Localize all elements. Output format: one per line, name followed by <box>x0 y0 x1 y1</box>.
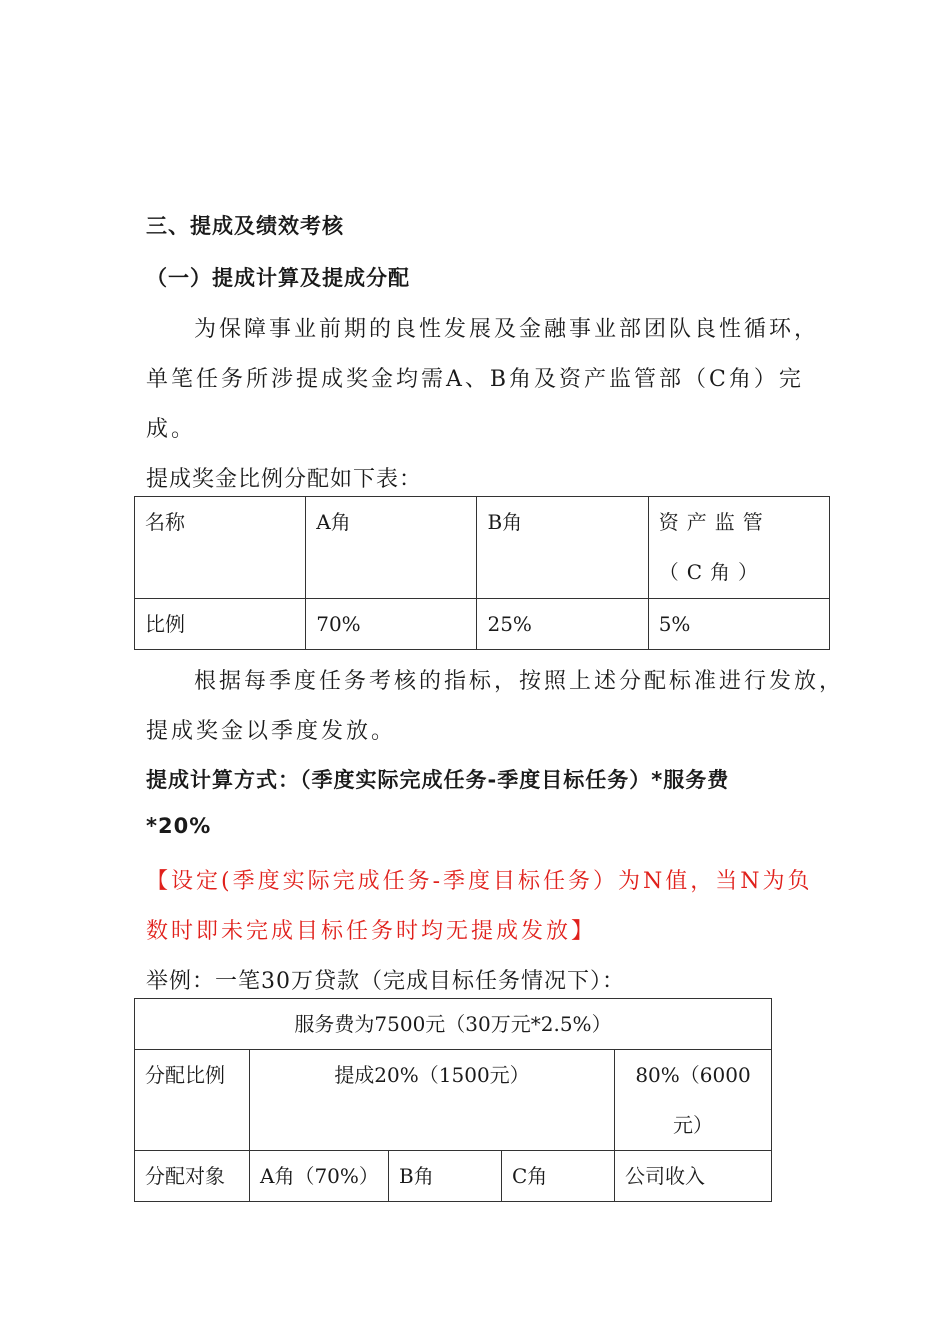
table2-title: 服务费为7500元（30万元*2.5%） <box>135 999 772 1050</box>
formula-line2: *20% <box>146 814 212 838</box>
sub-heading: （一）提成计算及提成分配 <box>146 266 410 290</box>
para2-line1: 根据每季度任务考核的指标，按照上述分配标准进行发放， <box>194 669 845 694</box>
para1-line1: 为保障事业前期的良性发展及金融事业部团队良性循环， <box>194 317 820 342</box>
table2-row2-company: 公司收入 <box>615 1151 772 1202</box>
table1-row-label: 比例 <box>135 599 306 650</box>
table2-row2-c: C角 <box>502 1151 615 1202</box>
table2-row1-company: 80%（6000元） <box>615 1050 772 1151</box>
table1-header-c: 资产监管（C角） <box>648 497 829 599</box>
table1-value-b: 25% <box>477 599 648 650</box>
table1-value-c: 5% <box>648 599 829 650</box>
table2-row1-label: 分配比例 <box>135 1050 250 1151</box>
table1-header-b: B角 <box>477 497 648 599</box>
section-heading: 三、提成及绩效考核 <box>146 214 344 238</box>
para1-line3: 成。 <box>146 417 197 442</box>
ratio-table <box>134 496 830 650</box>
table2-row2-label: 分配对象 <box>135 1151 250 1202</box>
note-line1: 【设定(季度实际完成任务-季度目标任务）为N值，当N为负 <box>146 869 813 894</box>
para2-line2: 提成奖金以季度发放。 <box>146 719 397 744</box>
table1-header-name: 名称 <box>135 497 306 599</box>
formula-line1: 提成计算方式：（季度实际完成任务-季度目标任务）*服务费 <box>146 768 730 792</box>
table2-row2-a: A角（70%） <box>250 1151 389 1202</box>
example-table <box>134 998 772 1202</box>
table1-value-a: 70% <box>306 599 477 650</box>
note-line2: 数时即未完成目标任务时均无提成发放】 <box>146 919 597 944</box>
table2-row1-commission: 提成20%（1500元） <box>250 1050 615 1151</box>
table1-intro: 提成奖金比例分配如下表： <box>146 467 423 492</box>
example-intro: 举例：一笔30万贷款（完成目标任务情况下）： <box>146 969 625 994</box>
table1-header-a: A角 <box>306 497 477 599</box>
para1-line2: 单笔任务所涉提成奖金均需A、B角及资产监管部（C角）完 <box>146 367 804 392</box>
table2-row2-b: B角 <box>389 1151 502 1202</box>
